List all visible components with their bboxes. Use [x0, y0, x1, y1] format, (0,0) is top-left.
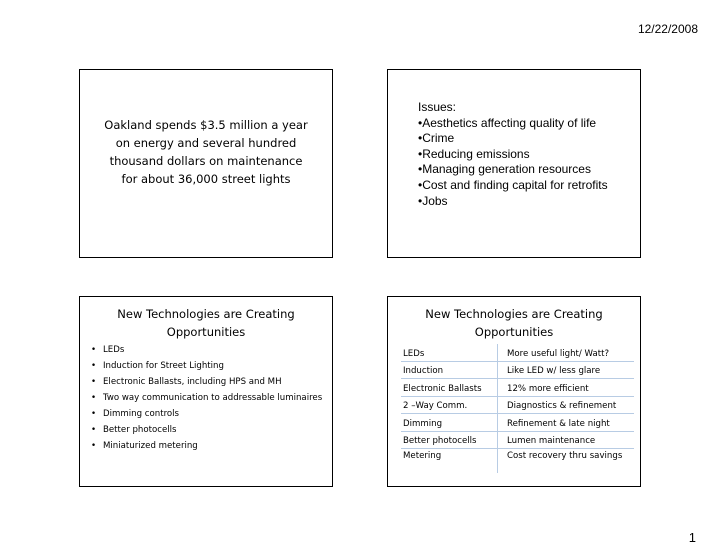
- slide1-line: on energy and several hundred: [115, 136, 297, 150]
- list-item-text: LEDs: [103, 345, 125, 355]
- technology-table: [401, 344, 634, 473]
- handout-date: 12/22/2008: [637, 22, 698, 36]
- slide1-line: Oakland spends $3.5 million a year: [104, 118, 308, 132]
- slide-thumbnail-1: [79, 69, 333, 258]
- list-item: [88, 424, 326, 436]
- table-cell-technology: Dimming: [401, 414, 498, 432]
- issue-item: •Reducing emissions: [418, 146, 530, 161]
- slide4-title: [394, 305, 634, 341]
- table-cell-technology: Induction: [401, 361, 498, 379]
- issue-item: •Managing generation resources: [418, 162, 591, 177]
- slide4-title-line: Opportunities: [474, 325, 554, 339]
- technology-bullet-list: [88, 344, 326, 456]
- table-cell-technology: Electronic Ballasts: [401, 379, 498, 397]
- list-item: [88, 440, 326, 452]
- table-row: [401, 449, 634, 474]
- table-row: [401, 414, 634, 432]
- bullet-icon: •: [91, 345, 97, 355]
- table-cell-benefit: More useful light/ Watt?: [498, 344, 635, 361]
- bullet-icon: •: [91, 393, 97, 403]
- bullet-icon: •: [91, 361, 97, 371]
- issue-item: •Cost and finding capital for retrofits: [418, 177, 608, 192]
- list-item: [88, 392, 326, 404]
- table-row: [401, 344, 634, 361]
- table-row: [401, 379, 634, 397]
- slide3-title-line: New Technologies are Creating: [117, 307, 295, 321]
- issues-heading: Issues:: [418, 100, 457, 114]
- list-item: [88, 408, 326, 420]
- table-cell-benefit: 12% more efficient: [498, 379, 635, 397]
- bullet-icon: •: [91, 425, 97, 435]
- slide-thumbnail-3: [79, 296, 333, 487]
- table-cell-technology: LEDs: [401, 344, 498, 361]
- issue-item: •Jobs: [418, 193, 448, 208]
- slide4-title-line: New Technologies are Creating: [425, 307, 603, 321]
- slide-thumbnail-2: [387, 69, 641, 258]
- list-item: [88, 376, 326, 388]
- issues-list: [418, 116, 608, 210]
- list-item-text: Two way communication to addressable luminaires: [103, 393, 323, 403]
- table-cell-technology: Metering: [401, 449, 498, 474]
- list-item-text: Better photocells: [103, 425, 177, 435]
- table-cell-technology: 2 –Way Comm.: [401, 396, 498, 414]
- table-cell-benefit: Like LED w/ less glare: [498, 361, 635, 379]
- table-row: [401, 396, 634, 414]
- slide3-title-line: Opportunities: [166, 325, 246, 339]
- slide-thumbnail-4: [387, 296, 641, 487]
- table-row: [401, 361, 634, 379]
- slide3-title: [86, 305, 326, 341]
- table-cell-benefit: Lumen maintenance: [498, 431, 635, 449]
- table-cell-benefit: Refinement & late night: [498, 414, 635, 432]
- slide1-line: thousand dollars on maintenance: [109, 154, 303, 168]
- issues-block: [418, 100, 608, 209]
- table-cell-benefit: Cost recovery thru savings: [507, 451, 623, 461]
- list-item-text: Electronic Ballasts, including HPS and MH: [103, 377, 282, 387]
- bullet-icon: •: [91, 377, 97, 387]
- slide1-line: for about 36,000 street lights: [121, 172, 291, 186]
- bullet-icon: •: [91, 441, 97, 451]
- list-item: [88, 360, 326, 372]
- bullet-icon: •: [91, 409, 97, 419]
- slide1-body: [90, 116, 322, 188]
- table-row: [401, 431, 634, 449]
- issue-item: •Aesthetics affecting quality of life: [418, 115, 597, 130]
- table-cell-benefit: Diagnostics & refinement: [498, 396, 635, 414]
- list-item: [88, 344, 326, 356]
- list-item-text: Miniaturized metering: [103, 441, 198, 451]
- page-number: 1: [688, 530, 696, 545]
- list-item-text: Induction for Street Lighting: [103, 361, 224, 371]
- list-item-text: Dimming controls: [103, 409, 180, 419]
- table-cell-technology: Better photocells: [401, 431, 498, 449]
- issue-item: •Crime: [418, 131, 455, 146]
